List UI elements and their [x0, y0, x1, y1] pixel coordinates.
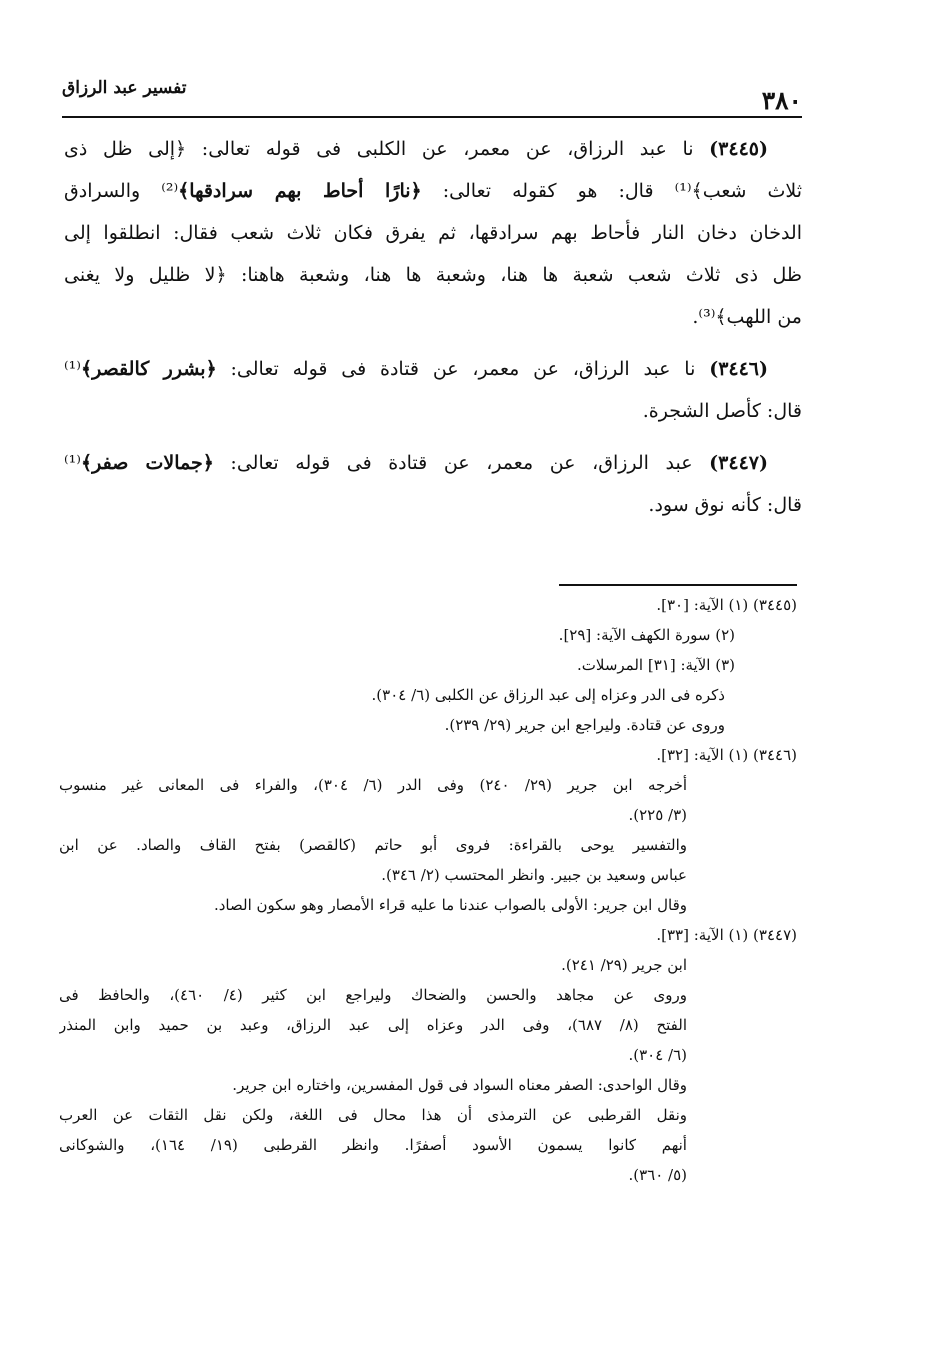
text-line: قال: كأنه نوق سود.	[648, 494, 802, 516]
footnote-line: ابن جرير (٢٩/ ٢٤١).	[561, 956, 687, 974]
footnote-line: وقال ابن جرير: الأولى بالصواب عندنا ما عليه قراء الأمصار وهو سكون الصاد.	[213, 896, 687, 914]
page-number: ٣٨٠	[761, 86, 802, 115]
footnote-line: وروى عن مجاهد والحسن والضحاك وليراجع ابن كثير (٤/ ٤٦٠)، والحافظ فى	[59, 986, 687, 1004]
text-line: ظل ذى ثلاث شعب شعبة ها هنا، وشعبة ها هنا، وشعبة هاهنا: ﴿لا ظليل ولا يغنى	[64, 264, 802, 286]
text-line: (٣٤٤٧) عبد الرزاق، عن معمر، عن قتادة فى قوله تعالى: ﴿جمالات صفر﴾⁽¹⁾	[64, 452, 768, 474]
footnote-line: (٦/ ٣٠٤).	[628, 1046, 687, 1064]
main-text	[64, 128, 802, 526]
footnote-line: (٣) الآية: [٣١] المرسلات.	[577, 656, 735, 674]
entry-number: (٣٤٤٦)	[709, 358, 769, 380]
footnotes	[59, 590, 797, 1190]
footnote-line: (٣/ ٢٢٥).	[628, 806, 687, 824]
header-rule	[62, 116, 802, 118]
footnote-line: عباس وسعيد بن جبير. وانظر المحتسب (٢/ ٣٤٦).	[381, 866, 687, 884]
paragraph-gap	[64, 432, 802, 442]
footnote-line: (٣٤٤٧) (١) الآية: [٣٣].	[656, 926, 797, 944]
verse-quote: ﴿جمالات صفر﴾	[80, 452, 214, 474]
footnote-separator	[559, 584, 797, 586]
entry-number: (٣٤٤٥)	[709, 138, 768, 160]
footnote-line: والتفسير يوحى بالقراءة: فروى أبو حاتم (كالقصر) بفتح القاف والصاد. عن ابن	[59, 836, 687, 854]
footnote-line: وقال الواحدى: الصفر معناه السواد فى قول المفسرين، واختاره ابن جرير.	[232, 1076, 687, 1094]
text-line: من اللهب﴾⁽³⁾.	[692, 306, 802, 328]
entry-number: (٣٤٤٧)	[709, 452, 768, 474]
text-line: قال: كأصل الشجرة.	[642, 400, 802, 422]
running-title: تفسير عبد الرزاق	[62, 78, 187, 98]
footnote-line: أنهم كانوا يسمون الأسود أصفرًا. وانظر القرطبى (١٩/ ١٦٤)، والشوكانى	[59, 1136, 687, 1154]
footnote-line: ذكره فى الدر وعزاه إلى عبد الرزاق عن الكلبى (٦/ ٣٠٤).	[371, 686, 725, 704]
footnote-line: وروى عن قتادة. وليراجع ابن جرير (٢٩/ ٢٣٩).	[444, 716, 725, 734]
verse-quote: ﴿بشرر كالقصر﴾	[80, 358, 217, 380]
text-line: (٣٤٤٥) نا عبد الرزاق، عن معمر، عن الكلبى فى قوله تعالى: ﴿إلى ظل ذى	[64, 138, 768, 160]
footnote-line: (٥/ ٣٦٠).	[628, 1166, 687, 1184]
footnote-line: (٣٤٤٥) (١) الآية: [٣٠].	[656, 596, 797, 614]
page-header	[62, 72, 802, 118]
text-line: (٣٤٤٦) نا عبد الرزاق، عن معمر، عن قتادة فى قوله تعالى: ﴿بشرر كالقصر﴾⁽¹⁾	[64, 358, 769, 380]
footnote-line: ونقل القرطبى عن الترمذى أن هذا محال فى اللغة، ولكن نقل الثقات عن العرب	[59, 1106, 687, 1124]
footnote-line: أخرجه ابن جرير (٢٩/ ٢٤٠) وفى الدر (٦/ ٣٠٤)، والفراء فى المعانى غير منسوب	[59, 776, 688, 794]
text-line: الدخان دخان النار فأحاط بهم سرادقها، ثم يفرق فكان ثلاث شعب فقال: انطلقوا إلى	[64, 222, 802, 244]
footnote-line: (٣٤٤٦) (١) الآية: [٣٢].	[656, 746, 797, 764]
footnote-line: (٢) سورة الكهف الآية: [٢٩].	[558, 626, 735, 644]
footnote-line: الفتح (٨/ ٦٨٧)، وفى الدر وعزاه إلى عبد الرزاق، وعبد بن حميد وابن المنذر	[59, 1016, 688, 1034]
text-line: ثلاث شعب﴾⁽¹⁾ قال: هو كقوله تعالى: ﴿نارًا أحاط بهم سرادقها﴾⁽²⁾ والسرادق	[64, 180, 802, 202]
paragraph-gap	[64, 338, 802, 348]
verse-quote: ﴿نارًا أحاط بهم سرادقها﴾	[178, 180, 422, 202]
